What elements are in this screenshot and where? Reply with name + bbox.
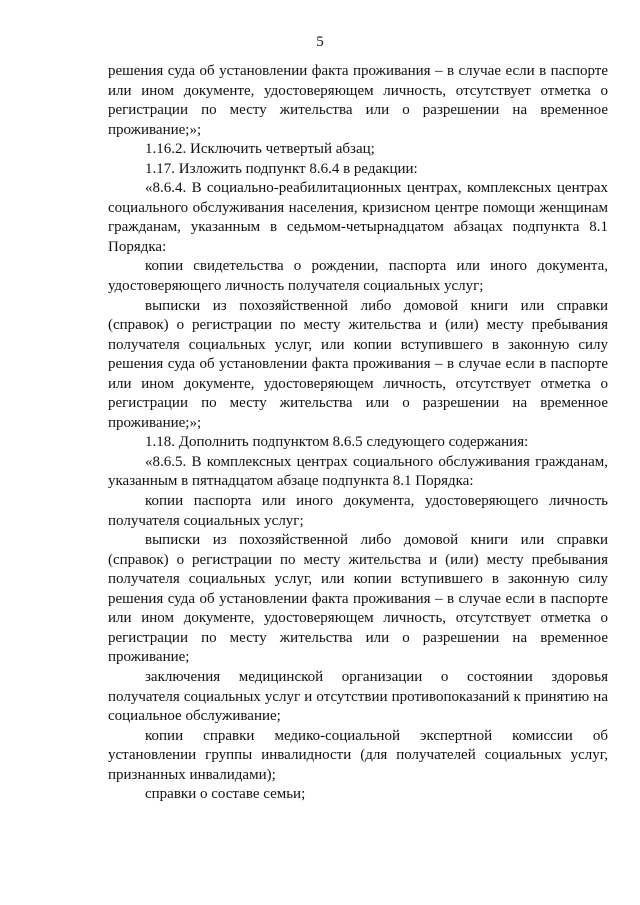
paragraph-disability-certificate: копии справки медико-социальной экспертной комиссии об установлении группы инвалидности (для получателей социальных услуг, признанных инвалидами); bbox=[108, 727, 608, 783]
paragraph-8-6-5: «8.6.5. В комплексных центрах социального обслуживания гражданам, указанным в пятнадцатом абзаце подпункта 8.1 Порядка: bbox=[108, 453, 608, 490]
document-body bbox=[108, 62, 608, 805]
paragraph-birth-certificate: копии свидетельства о рождении, паспорта или иного документа, удостоверяющего личность получателя социальных услуг; bbox=[108, 258, 608, 295]
paragraph-1-16-2: 1.16.2. Исключить четвертый абзац; bbox=[145, 141, 375, 158]
paragraph-8-6-4: «8.6.4. В социально-реабилитационных центрах, комплексных центрах социального обслуживания населения, кризисном центре помощи женщинам гражданам, указанным в седьмом-четырнадцатом абзацах подпункта 8.1 Порядка: bbox=[108, 180, 608, 255]
paragraph-family-composition: справки о составе семьи; bbox=[145, 786, 306, 803]
paragraph-medical-conclusion: заключения медицинской организации о состоянии здоровья получателя социальных услуг и отсутствии противопоказаний к принятию на социальное обслуживание; bbox=[108, 668, 608, 725]
page-number: 5 bbox=[316, 34, 324, 50]
paragraph-continuation: решения суда об установлении факта проживания – в случае если в паспорте или ином документе, удостоверяющем личность, отсутствует отметка о регистрации по месту жительства или о разрешении на временное проживание;»; bbox=[108, 63, 608, 138]
paragraph-passport-copy: копии паспорта или иного документа, удостоверяющего личность получателя социальных услуг; bbox=[108, 493, 608, 529]
paragraph-1-18: 1.18. Дополнить подпунктом 8.6.5 следующего содержания: bbox=[145, 434, 529, 451]
paragraph-household-book: выписки из похозяйственной либо домовой книги или справки (справок) о регистрации по месту жительства и (или) месту пребывания получателя социальных услуг, или копии вступившего в законную силу решения суда об установлении факта проживания – в случае если в паспорте или ином документе, удостоверяющем личность, отсутствует отметка о регистрации по месту жительства или о разрешении на временное проживание;»; bbox=[108, 297, 608, 431]
paragraph-household-book-2: выписки из похозяйственной либо домовой книги или справки (справок) о регистрации по месту жительства и (или) месту пребывания получателя социальных услуг, или копии вступившего в законную силу решения суда об установлении факта проживания – в случае если в паспорте или ином документе, удостоверяющем личность, отсутствует отметка о регистрации по месту жительства или о разрешении на временное проживание; bbox=[108, 532, 608, 666]
paragraph-1-17: 1.17. Изложить подпункт 8.6.4 в редакции: bbox=[145, 160, 418, 177]
